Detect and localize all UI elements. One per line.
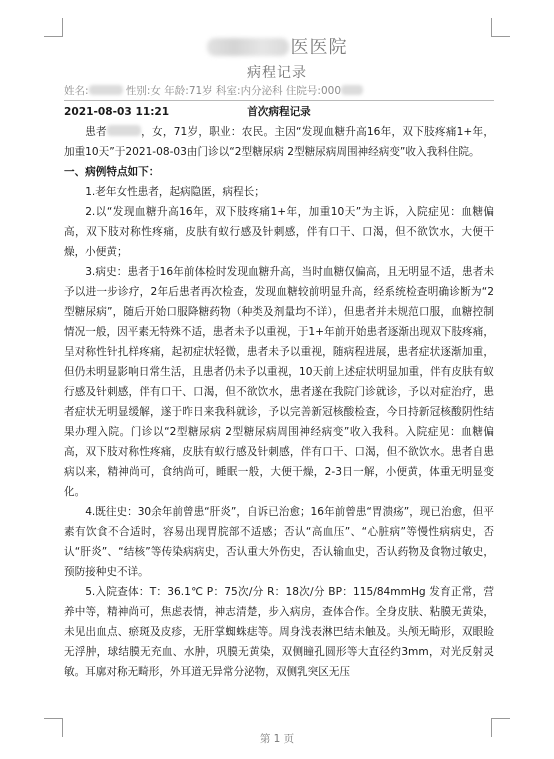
list-item: 2.以“发现血糖升高16年，双下肢疼痛1+年，加重10天”为主诉，入院症见：血糖偏高，双下肢对称性疼痛，皮肤有蚁行感及针刺感，伴有口干、口渴，但不欲饮水，大便干燥，小便黄； [64,206,494,258]
redacted-patient-name-inline [107,125,141,136]
record-type-title: 病程记录 [247,65,307,81]
list-item: 5.入院查体：T：36.1℃ P：75次/分 R：18次/分 BP：115/84mmHg 发育正常，营养中等，精神尚可，焦虑表情，神志清楚，步入病房，查体合作。全身皮肤、粘膜无黄染，未见出血点、瘀斑及皮疹，无肝掌蜘蛛痣等。周身浅表淋巴结未触及。头颅无畸形，双眼睑无浮肿，球结膜无充血、水肿，巩膜无黄染，双侧瞳孔圆形等大直径约3mm，对光反射灵敏。耳廓对称无畸形，外耳道无异常分泌物，双侧乳突区无压 [64,586,494,678]
record-body [64,102,494,682]
list-item: 4.既往史：30余年前曾患“肝炎”，自诉已治愈；16年前曾患“胃溃疡”，现已治愈，但平素有饮食不合适时，容易出现胃脘部不适感；否认“高血压”、“心脏病”等慢性病病史，否认“肝炎”、“结核”等传染病病史，否认重大外伤史，否认输血史，否认药物及食物过敏史，预防接种史不详。 [64,506,494,578]
intro-prefix: 患者 [85,126,107,138]
redacted-admission-number [341,85,363,95]
record-title: 首次病程记录 [247,106,311,118]
patient-name-label: 姓名: [64,85,89,97]
patient-sex: 性别:女 [125,85,161,97]
admission-number-label: 住院号:000 [285,85,342,97]
section-heading-case-features: 一、病例特点如下： [64,166,160,178]
record-datetime: 2021-08-03 11:21 [64,106,170,118]
intro-paragraph [64,122,494,162]
patient-info-line [64,83,494,101]
list-item: 3.病史：患者于16年前体检时发现血糖升高，当时血糖仅偏高，且无明显不适，患者未予以进一步诊疗，2年后患者再次检查，发现血糖较前明显升高，经系统检查明确诊断为“2型糖尿病”，随后开始口服降糖药物（种类及剂量均不详），但患者并未规范口服，血糖控制情况一般，因平素无特殊不适，患者未予以重视，于1+年前开始患者逐渐出现双下肢疼痛，呈对称性针扎样疼痛，起初症状轻微，患者未予以重视，随病程进展，患者症状逐渐加重，但仍未明显影响日常生活，且患者仍未予以重视，10天前上述症状明显加重，伴有皮肤有蚁行感及针刺感，伴有口干、口渴，但不欲饮水，患者遂在我院门诊就诊，予以对症治疗，患者症状无明显缓解，遂于昨日来我科就诊，予以完善新冠核酸检查，今日持新冠核酸阴性结果办理入院。门诊以“2型糖尿病 2型糖尿病周围神经病变”收入我科。入院症见：血糖偏高，双下肢对称性疼痛，皮肤有蚁行感及针刺感，伴有口干、口渴，但不欲饮水。患者自患病以来，精神尚可，食纳尚可，睡眠一般，大便干燥，2-3日一解，小便黄，体重无明显变化。 [64,266,494,498]
intro-body: ，女，71岁，职业：农民。主因“发现血糖升高16年，双下肢疼痛1+年，加重10天”于2021-08-03由门诊以“2型糖尿病 2型糖尿病周围神经病变”收入我科住院。 [64,126,495,158]
hospital-title [0,33,554,59]
redacted-patient-name [89,85,123,95]
list-item: 1.老年女性患者，起病隐匿，病程长； [85,186,265,198]
patient-department: 科室:内分泌科 [216,85,283,97]
redacted-hospital-name [207,38,289,56]
patient-age: 年龄:71岁 [164,85,213,97]
hospital-name-text: 医医院 [290,37,348,58]
record-heading [64,102,494,122]
page-number: 第 1 页 [259,733,295,745]
